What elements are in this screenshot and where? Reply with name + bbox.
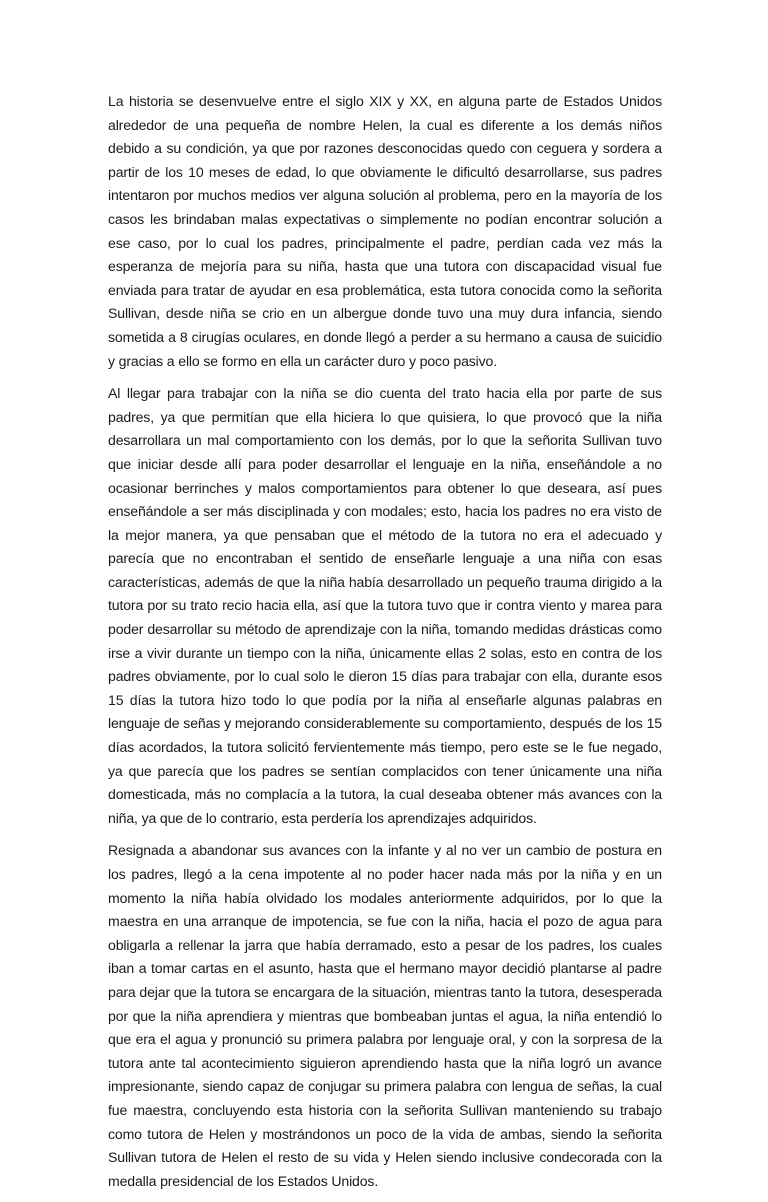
paragraph-3: Resignada a abandonar sus avances con la infante y al no ver un cambio de postura en los padres, llegó a la cena impotente al no poder hacer nada más por la niña y en un momento la niña había olvidado los modales anteriormente adquiridos, por lo que la maestra en una arranque de impotencia, se fue con la niña, hacia el pozo de agua para obligarla a rellenar la jarra que había derramado, esto a pesar de los padres, los cuales iban a tomar cartas en el asunto, hasta que el hermano mayor decidió plantarse al padre para dejar que la tutora se encargara de la situación, mientras tanto la tutora, desesperada por que la niña aprendiera y mientras que bombeaban juntas el agua, la niña entendió lo que era el agua y pronunció su primera palabra por lenguaje oral, y con la sorpresa de la tutora ante tal acontecimiento siguieron aprendiendo hasta que la niña logró un avance impresionante, siendo capaz de conjugar su primera palabra con lengua de señas, la cual fue maestra, concluyendo esta historia con la señorita Sullivan manteniendo su trabajo como tutora de Helen y mostrándonos un poco de la vida de ambas, siendo la señorita Sullivan tutora de Helen el resto de su vida y Helen siendo inclusive condecorada con la medalla presidencial de los Estados Unidos.	[108, 842, 662, 1189]
paragraph-1: La historia se desenvuelve entre el siglo XIX y XX, en alguna parte de Estados Unidos alrededor de una pequeña de nombre Helen, la cual es diferente a los demás niños debido a su condición, ya que por razones desconocidas quedo con ceguera y sordera a partir de los 10 meses de edad, lo que obviamente le dificultó desarrollarse, sus padres intentaron por muchos medios ver alguna solución al problema, pero en la mayoría de los casos les brindaban malas expectativas o simplemente no podían encontrar solución a ese caso, por lo cual los padres, principalmente el padre, perdían cada vez más la esperanza de mejoría para su niña, hasta que una tutora con discapacidad visual fue enviada para tratar de ayudar en esa problemática, esta tutora conocida como la señorita Sullivan, desde niña se crio en un albergue donde tuvo una muy dura infancia, siendo sometida a 8 cirugías oculares, en donde llegó a perder a su hermano a causa de suicidio y gracias a ello se formo en ella un carácter duro y poco pasivo.	[108, 93, 662, 369]
paragraph-2: Al llegar para trabajar con la niña se dio cuenta del trato hacia ella por parte de sus padres, ya que permitían que ella hiciera lo que quisiera, lo que provocó que la niña desarrollara un mal comportamiento con los demás, por lo que la señorita Sullivan tuvo que iniciar desde allí para poder desarrollar el lenguaje en la niña, enseñándole a no ocasionar berrinches y malos comportamientos para obtener lo que deseara, así pues enseñándole a ser más disciplinada y con modales; esto, hacia los padres no era visto de la mejor manera, ya que pensaban que el método de la tutora no era el adecuado y parecía que no encontraban el sentido de enseñarle lenguaje a una niña con esas características, además de que la niña había desarrollado un pequeño trauma dirigido a la tutora por su trato recio hacia ella, así que la tutora tuvo que ir contra viento y marea para poder desarrollar su método de aprendizaje con la niña, tomando medidas drásticas como irse a vivir durante un tiempo con la niña, únicamente ellas 2 solas, esto en contra de los padres obviamente, por lo cual solo le dieron 15 días para trabajar con ella, durante esos 15 días la tutora hizo todo lo que podía por la niña al enseñarle algunas palabras en lenguaje de señas y mejorando considerablemente su comportamiento, después de los 15 días acordados, la tutora solicitó fervientemente más tiempo, pero este se le fue negado, ya que parecía que los padres se sentían complacidos con tener únicamente una niña domesticada, más no complacía a la tutora, la cual deseaba obtener más avances con la niña, ya que de lo contrario, esta perdería los aprendizajes adquiridos.	[108, 385, 662, 826]
document-body	[108, 90, 662, 1202]
